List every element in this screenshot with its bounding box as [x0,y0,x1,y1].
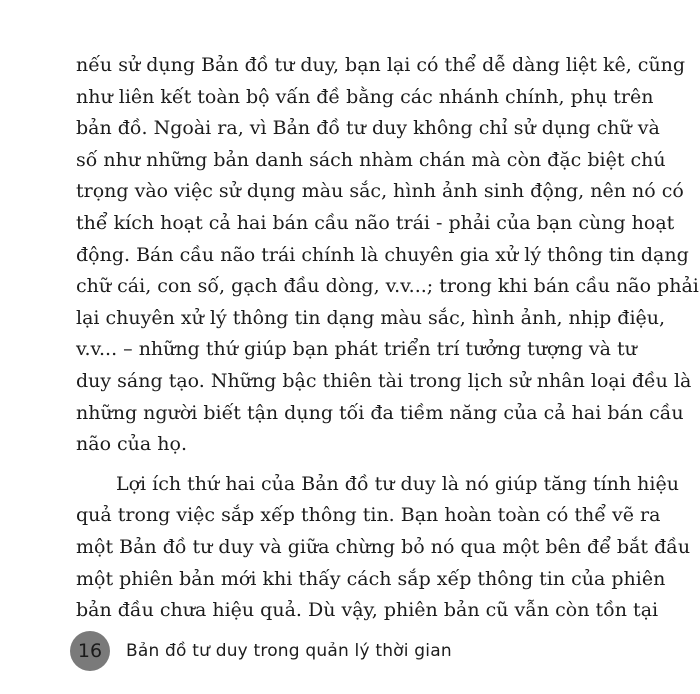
page-footer [70,631,452,671]
text-line: não của họ. [76,433,188,456]
text-line: những người biết tận dụng tối đa tiềm năng của cả hai bán cầu [76,401,684,424]
text-line: lại chuyên xử lý thông tin dạng màu sắc, hình ảnh, nhịp điệu, [76,306,666,329]
text-line: trọng vào việc sử dụng màu sắc, hình ảnh sinh động, nên nó có [76,180,684,203]
paragraph-2 [76,469,691,627]
text-line: Lợi ích thứ hai của Bản đồ tư duy là nó giúp tăng tính hiệu [116,472,679,495]
text-line: duy sáng tạo. Những bậc thiên tài trong lịch sử nhân loại đều là [76,369,692,392]
text-line: quả trong việc sắp xếp thông tin. Bạn hoàn toàn có thể vẽ ra [76,504,661,527]
text-line: một phiên bản mới khi thấy cách sắp xếp thông tin của phiên [76,567,666,590]
body-text [76,50,699,627]
text-line: động. Bán cầu não trái chính là chuyên gia xử lý thông tin dạng [76,243,689,266]
text-line: nếu sử dụng Bản đồ tư duy, bạn lại có thể dễ dàng liệt kê, cũng [76,54,686,76]
running-title: Bản đồ tư duy trong quản lý thời gian [126,641,452,661]
text-line: số như những bản danh sách nhàm chán mà còn đặc biệt chú [76,148,666,171]
page-number-badge [70,631,110,671]
text-line: thể kích hoạt cả hai bán cầu não trái - phải của bạn cùng hoạt [76,211,675,234]
text-line: v.v... – những thứ giúp bạn phát triển trí tưởng tượng và tư [76,338,637,361]
paragraph-1 [76,50,699,461]
page-number: 16 [77,640,103,662]
text-line: một Bản đồ tư duy và giữa chừng bỏ nó qua một bên để bắt đầu [76,535,691,558]
text-line: bản đầu chưa hiệu quả. Dù vậy, phiên bản cũ vẫn còn tồn tại [76,599,659,622]
text-line: như liên kết toàn bộ vấn đề bằng các nhánh chính, phụ trên [76,85,654,108]
text-line: bản đồ. Ngoài ra, vì Bản đồ tư duy không chỉ sử dụng chữ và [76,117,660,140]
text-line: chữ cái, con số, gạch đầu dòng, v.v...; trong khi bán cầu não phải [76,275,699,298]
